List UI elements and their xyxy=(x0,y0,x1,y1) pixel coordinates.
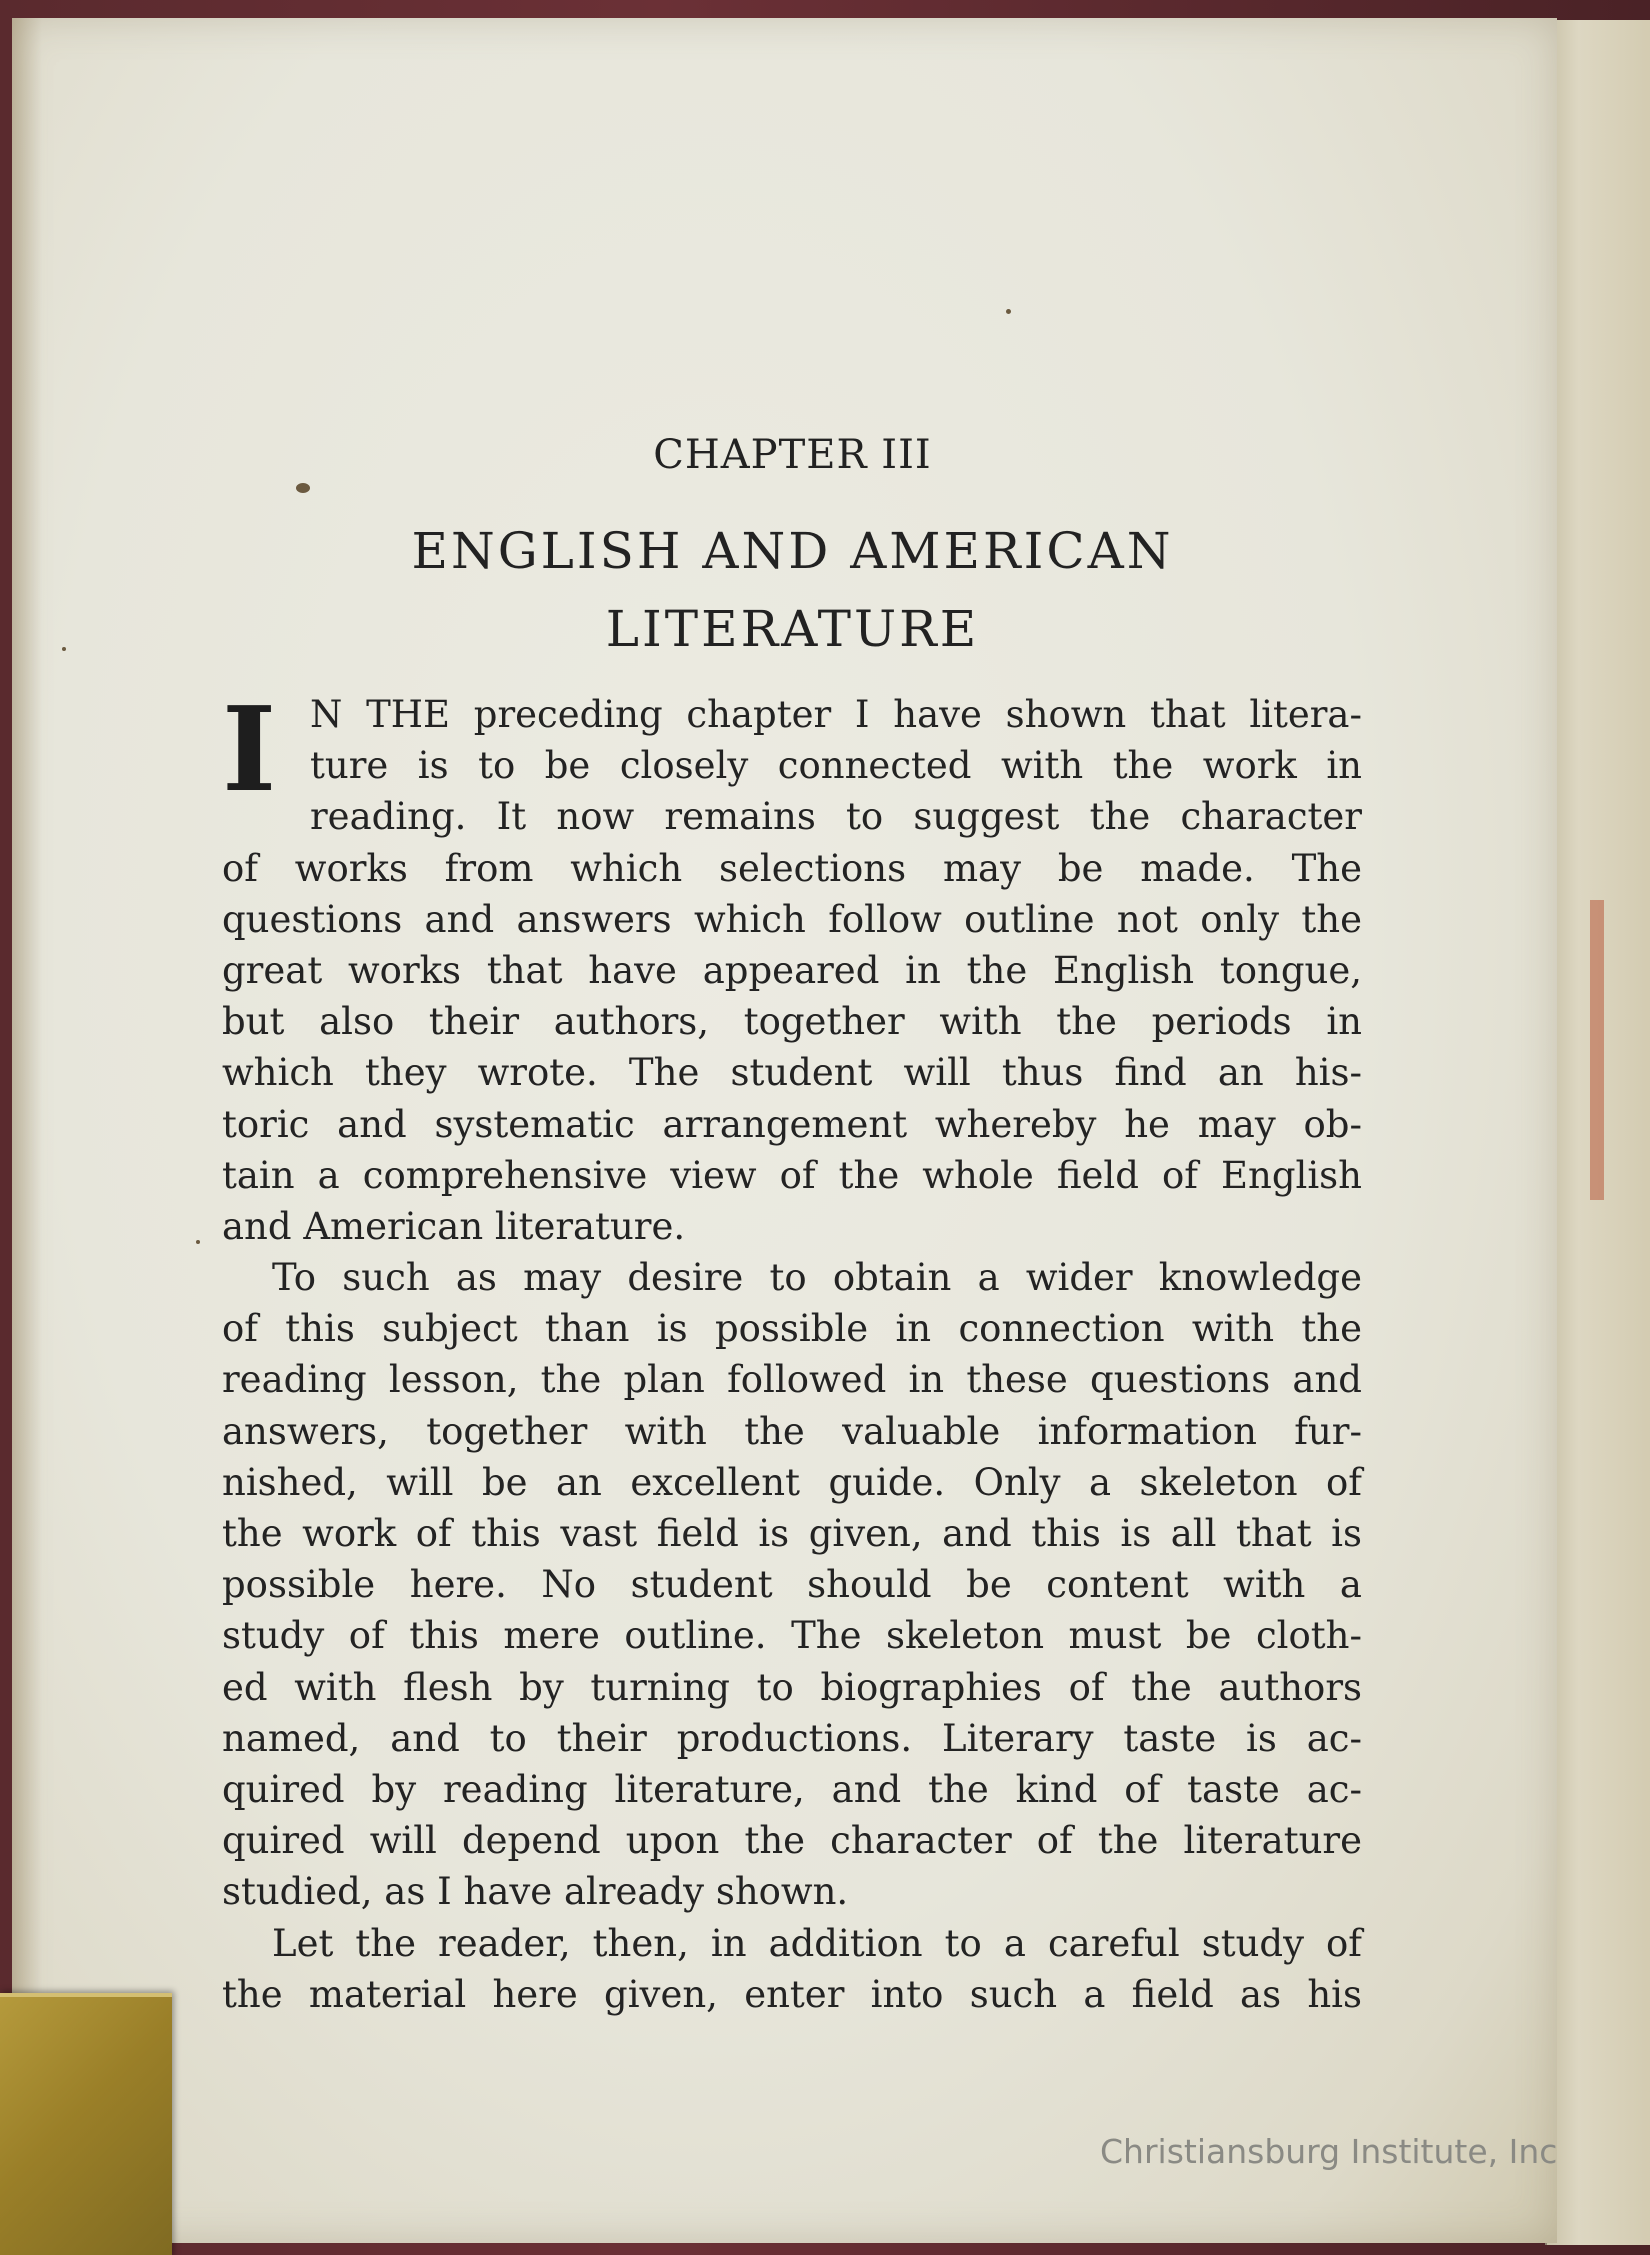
page-gutter-shadow xyxy=(12,18,42,2243)
text-line: quired will depend upon the character of the literature xyxy=(222,1819,1362,1863)
text-line: possible here. No student should be content with a xyxy=(222,1563,1362,1607)
paragraph-2 xyxy=(222,1252,1362,1917)
text-line: Let the reader, then, in addition to a careful study of xyxy=(272,1922,1362,1965)
text-line: and American literature. xyxy=(222,1204,686,1248)
text-line: ed with flesh by turning to biographies of the authors xyxy=(222,1665,1362,1709)
text-line: N THE preceding chapter I have shown that litera- xyxy=(310,693,1362,736)
paragraph-1 xyxy=(222,682,1362,1252)
text-line: of works from which selections may be made. The xyxy=(222,846,1362,890)
text-line: great works that have appeared in the English tongue, xyxy=(222,948,1362,992)
text-line: which they wrote. The student will thus find an his- xyxy=(222,1051,1362,1095)
text-line: the material here given, enter into such a field as his xyxy=(222,1973,1362,2017)
paragraph-3 xyxy=(222,1918,1362,2020)
text-line: reading lesson, the plan followed in these questions and xyxy=(222,1358,1362,1402)
text-line: answers, together with the valuable information fur- xyxy=(222,1409,1362,1453)
text-line: reading. It now remains to suggest the character xyxy=(310,795,1362,839)
bookmark-tab xyxy=(0,1993,172,2255)
chapter-title-line1: ENGLISH AND AMERICAN xyxy=(411,522,1174,580)
text-line: toric and systematic arrangement whereby he may ob- xyxy=(222,1102,1362,1146)
page-speck xyxy=(1006,309,1011,314)
page-stain xyxy=(1590,900,1604,1200)
page-speck xyxy=(196,1240,200,1244)
text-line: studied, as I have already shown. xyxy=(222,1870,849,1914)
text-line: but also their authors, together with the periods in xyxy=(222,1000,1362,1044)
chapter-title-line2: LITERATURE xyxy=(605,600,980,658)
text-line: named, and to their productions. Literary taste is ac- xyxy=(222,1716,1362,1760)
text-line: nished, will be an excellent guide. Only a skeleton of xyxy=(222,1460,1362,1504)
watermark: Christiansburg Institute, Inc xyxy=(1100,2132,1558,2171)
text-line: questions and answers which follow outline not only the xyxy=(222,897,1362,941)
text-line: quired by reading literature, and the kind of taste ac- xyxy=(222,1767,1362,1811)
chapter-heading: CHAPTER III xyxy=(653,432,932,478)
text-line: study of this mere outline. The skeleton must be cloth- xyxy=(222,1614,1362,1658)
text-line: tain a comprehensive view of the whole field of English xyxy=(222,1153,1362,1197)
page-speck xyxy=(296,483,310,493)
text-line: ture is to be closely connected with the work in xyxy=(310,744,1362,788)
drop-cap: I xyxy=(222,682,277,818)
text-line: To such as may desire to obtain a wider knowledge xyxy=(272,1256,1362,1299)
text-line: of this subject than is possible in connection with the xyxy=(222,1307,1362,1351)
text-line: the work of this vast field is given, and this is all that is xyxy=(222,1511,1362,1555)
